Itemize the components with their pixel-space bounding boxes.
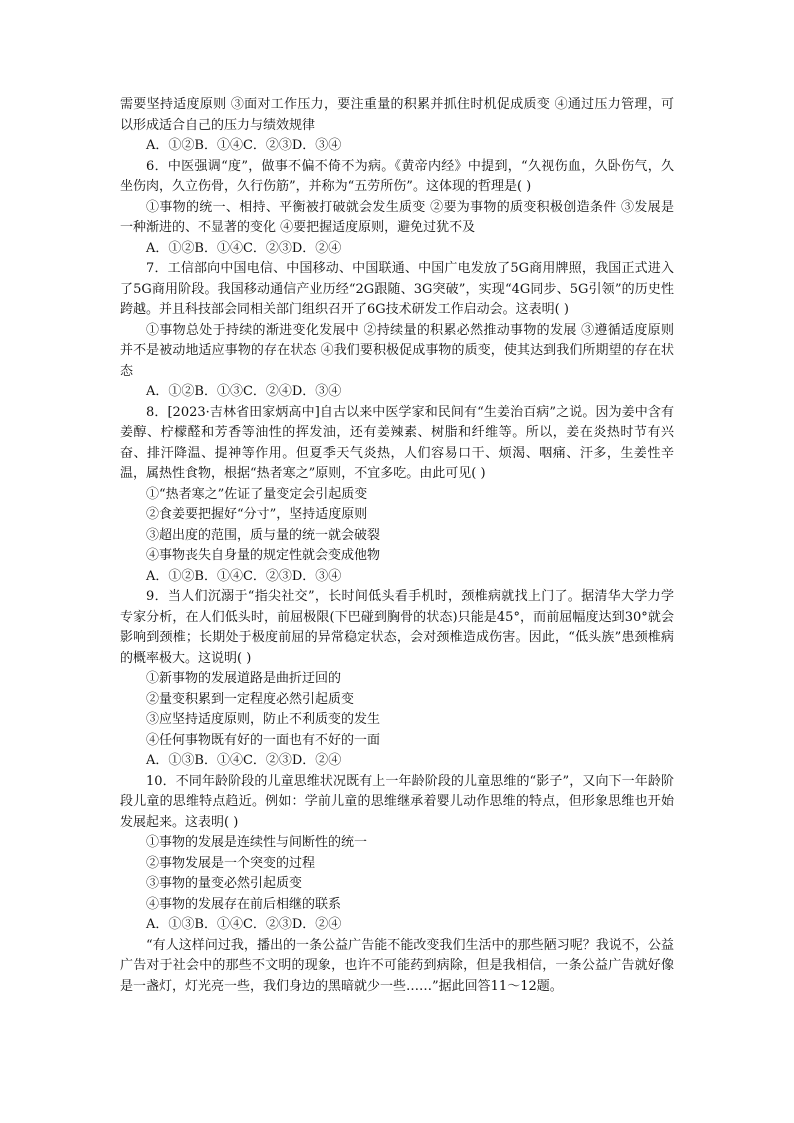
text-line: ①事物的发展是连续性与间断性的统一: [146, 835, 368, 850]
text-line: ①“热者寒之”佐证了量变定会引起质变: [146, 486, 368, 502]
text-line: ②食姜要把握好“分寸”，坚持适度原则: [146, 507, 368, 522]
text-line: ③超出度的范围，质与量的统一就会破裂: [146, 527, 381, 543]
text-line: 10．不同年龄阶段的儿童思维状况既有上一年龄阶段的儿童思维的“影子”，又向下一年龄阶段儿童的思维特点趋近。例如：学前儿童的思维继承着婴儿动作思维的特点，但形象思维也开始发展起来。这表明( ): [120, 773, 674, 830]
text-line: 7．工信部向中国电信、中国移动、中国联通、中国广电发放了5G商用牌照，我国正式进入了5G商用阶段。我国移动通信产业历经“2G跟随、3G突破”，实现“4G同步、5G引领”的历史性跨越。并且科技部会同相关部门组织召开了6G技术研发工作启动会。这表明( ): [120, 261, 674, 317]
text-line: ②事物发展是一个突变的过程: [146, 855, 316, 871]
text-line: 需要坚持适度原则 ③面对工作压力，要注重量的积累并抓住时机促成质变 ④通过压力管理，可以形成适合自己的压力与绩效规律: [120, 97, 674, 133]
text-line: A．①②B．①③C．②④D．③④: [146, 384, 342, 399]
text-line: “有人这样问过我，播出的一条公益广告能不能改变我们生活中的那些陋习呢？我说不，公益广告对于社会中的那些不文明的现象，也许不可能药到病除，但是我相信，一条公益广告就好像是一盏灯，灯光亮一些，我们身边的黑暗就少一些……”据此回答11～12题。: [120, 937, 674, 994]
text-line: A．①③B．①④C．②③D．②④: [146, 917, 342, 932]
text-line: ③应坚持适度原则，防止不利质变的发生: [146, 712, 381, 727]
text-line: 6．中医强调“度”，做事不偏不倚不为病。《黄帝内经》中提到，“久视伤血，久卧伤气，久坐伤肉，久立伤骨，久行伤筋”，并称为“五劳所伤”。这体现的哲理是( ): [120, 158, 674, 194]
text-line: ①新事物的发展道路是曲折迂回的: [146, 671, 342, 686]
text-line: 9．当人们沉溺于“指尖社交”，长时间低头看手机时，颈椎病就找上门了。据清华大学力学专家分析，在人们低头时，前屈极限(下巴碰到胸骨的状态)只能是45°，而前屈幅度达到30°就会影响到颈椎；长期处于极度前屈的异常稳定状态，会对颈椎造成伤害。因此，“低头族”患颈椎病的概率极大。这说明( ): [120, 589, 674, 666]
text-line: ②量变积累到一定程度必然引起质变: [146, 691, 355, 707]
text-line: 8．[2023·吉林省田家炳高中]自古以来中医学家和民间有“生姜治百病”之说。因为姜中含有姜醇、柠檬醛和芳香等油性的挥发油，还有姜辣素、树脂和纤维等。所以，姜在炎热时节有兴奋、排汗降温、提神等作用。但夏季天气炎热，人们容易口干、烦渴、咽痛、汗多，生姜性辛温，属热性食物，根据“热者寒之”原则，不宜多吃。由此可见( ): [120, 404, 674, 481]
text-line: ③事物的量变必然引起质变: [146, 876, 303, 891]
text-line: ①事物的统一、相持、平衡被打破就会发生质变 ②要为事物的质变积极创造条件 ③发展是一种渐进的、不显著的变化 ④要把握适度原则，避免过犹不及: [120, 199, 674, 235]
text-line: A．①②B．①④C．②③D．③④: [146, 568, 342, 584]
text-line: ①事物总处于持续的渐进变化发展中 ②持续量的积累必然推动事物的发展 ③遵循适度原则并不是被动地适应事物的存在状态 ④我们要积极促成事物的质变，使其达到我们所期望的存在状态: [120, 322, 674, 379]
text-line: A．①③B．①④C．②③D．②④: [146, 753, 342, 768]
text-line: A．①②B．①④C．②③D．②④: [146, 240, 342, 256]
text-line: ④事物的发展存在前后相继的联系: [146, 896, 342, 912]
text-line: ④事物丧失自身量的规定性就会变成他物: [146, 548, 381, 563]
text-line: ④任何事物既有好的一面也有不好的一面: [146, 732, 381, 748]
text-line: A．①②B．①④C．②③D．③④: [146, 138, 342, 153]
